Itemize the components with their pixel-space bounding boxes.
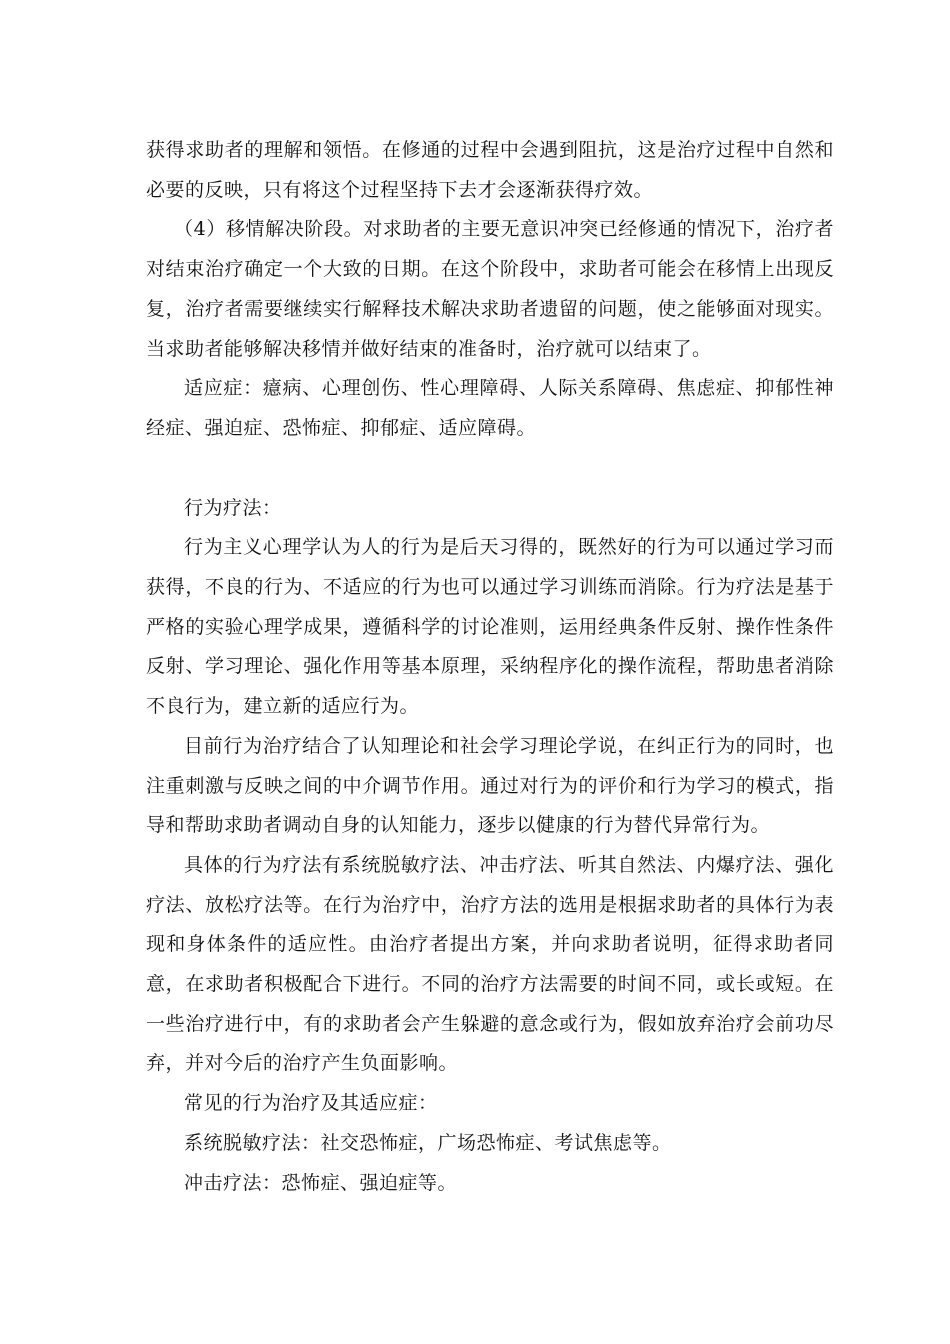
paragraph-systematic-desensitization: 系统脱敏疗法：社交恐怖症，广场恐怖症、考试焦虑等。 — [184, 1131, 672, 1154]
paragraph-cognitive-integration: 目前行为治疗结合了认知理论和社会学习理论学说，在纠正行为的同时，也注重刺激与反映之间的中介调节作用。通过对行为的评价和行为学习的模式，指导和帮助求助者调动自身的认知能力，逐步以健康的行为替代异常行为。 — [146, 734, 834, 837]
paragraph-transference-stage: （4）移情解决阶段。对求助者的主要无意识冲突已经修通的情况下，治疗者对结束治疗确定一个大致的日期。在这个阶段中，求助者可能会在移情上出现反复，治疗者需要继续实行解释技术解决求助者遗留的问题，使之能够面对现实。当求助者能够解决移情并做好结束的准备时，治疗就可以结束了。 — [146, 218, 834, 360]
document-body — [146, 131, 834, 1203]
paragraph-flooding-therapy: 冲击疗法：恐怖症、强迫症等。 — [184, 1171, 458, 1194]
paragraph-continuation: 获得求助者的理解和领悟。在修通的过程中会遇到阻抗，这是治疗过程中自然和必要的反映，只有将这个过程坚持下去才会逐渐获得疗效。 — [146, 139, 834, 201]
paragraph-common-therapies-heading: 常见的行为治疗及其适应症： — [184, 1092, 438, 1115]
paragraph-indications-psychoanalysis: 适应症：癔病、心理创伤、性心理障碍、人际关系障碍、焦虑症、抑郁性神经症、强迫症、恐怖症、抑郁症、适应障碍。 — [146, 377, 834, 439]
paragraph-behaviorism-intro: 行为主义心理学认为人的行为是后天习得的，既然好的行为可以通过学习而获得，不良的行为、不适应的行为也可以通过学习训练而消除。行为疗法是基于严格的实验心理学成果，遵循科学的讨论准则，运用经典条件反射、操作性条件反射、学习理论、强化作用等基本原理，采纳程序化的操作流程，帮助患者消除不良行为，建立新的适应行为。 — [146, 536, 834, 718]
section-heading-behavior-therapy: 行为疗法： — [184, 496, 282, 519]
paragraph-specific-methods: 具体的行为疗法有系统脱敏疗法、冲击疗法、听其自然法、内爆疗法、强化疗法、放松疗法等。在行为治疗中，治疗方法的选用是根据求助者的具体行为表现和身体条件的适应性。由治疗者提出方案，并向求助者说明，征得求助者同意，在求助者积极配合下进行。不同的治疗方法需要的时间不同，或长或短。在一些治疗进行中，有的求助者会产生躲避的意念或行为，假如放弃治疗会前功尽弃，并对今后的治疗产生负面影响。 — [146, 853, 834, 1075]
blank-line — [146, 449, 834, 489]
